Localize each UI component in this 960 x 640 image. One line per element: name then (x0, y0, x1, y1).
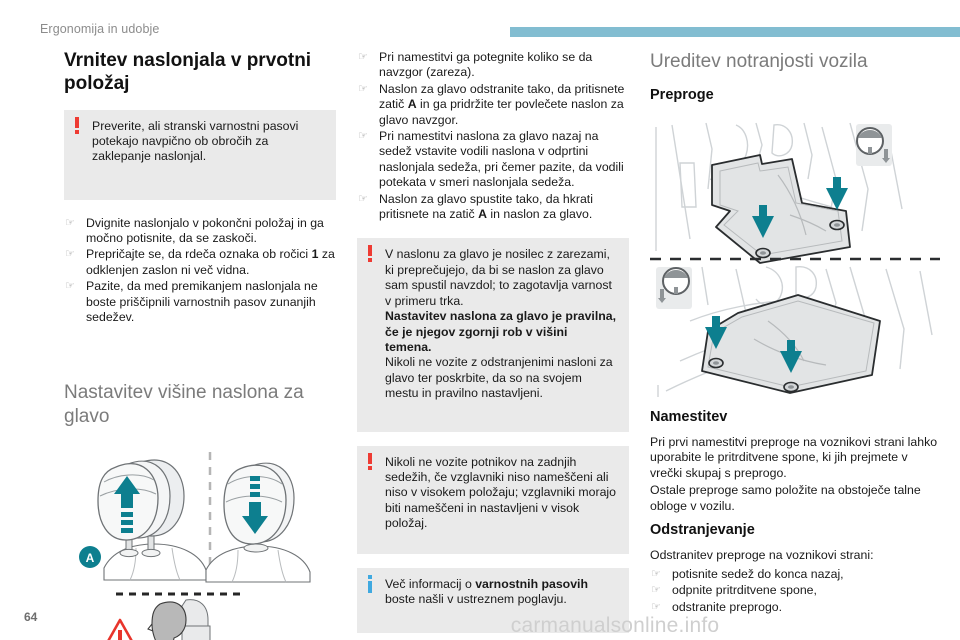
list-item (64, 279, 336, 325)
hand-pointer-icon: ☞ (651, 584, 661, 597)
list-item-label: odstranite preprogo. (672, 599, 783, 614)
step-list-column1 (64, 216, 336, 326)
column-right (650, 50, 940, 616)
list-item-label: Pri namestitvi ga potegnite koliko se da navzgor (zareza). (379, 50, 593, 80)
list-item (650, 600, 940, 615)
list-item-label: Naslon za glavo spustite tako, da hkrati pritisnete na zatič A in naslon za glavo. (379, 191, 593, 222)
svg-text:A: A (85, 550, 95, 565)
removal-step-list (650, 567, 940, 615)
hand-pointer-icon: ☞ (358, 130, 368, 143)
warning-callout-1 (64, 110, 336, 200)
list-item (650, 583, 940, 598)
list-item (357, 129, 629, 191)
watermark: carmanualsonline.info (510, 614, 720, 637)
paragraph: Ostale preproge samo položite na obstoječe talne obloge v vozilu. (650, 483, 921, 513)
hand-pointer-icon: ☞ (65, 248, 75, 261)
paragraph: Pri prvi namestitvi preproge na voznikovi strani lahko uporabite le pritrditvene spone, ki jih prejmete v vrečki skupaj s preprogo. (650, 434, 938, 480)
warning-callout-2 (357, 238, 629, 431)
warning-paragraph: V naslonu za glavo je nosilec z zarezami, ki preprečujejo, da bi se naslon za glavo sam spustil navzdol; to zagotavlja varnost v primeru trka. (385, 247, 612, 308)
header-rule (510, 27, 960, 37)
list-item (357, 50, 629, 81)
exclamation-icon (74, 117, 80, 134)
running-head: Ergonomija in udobje (40, 22, 160, 36)
warning-line: zaklepanje naslonjal. (92, 149, 207, 164)
step-list-column2 (357, 50, 629, 222)
warning-paragraph-bold: Nastavitev naslona za glavo je pravilna, če je njegov zgornji rob v višini temena. (385, 309, 617, 354)
exclamation-icon (367, 453, 373, 470)
list-item (64, 216, 336, 247)
hand-pointer-icon: ☞ (358, 82, 368, 95)
subtitle-odstranjevanje: Odstranjevanje (650, 521, 755, 538)
subtitle-preproge: Preproge (650, 87, 714, 104)
list-item (64, 247, 336, 278)
list-item-label: Prepričajte se, da rdeča oznaka ob ročici 1 za odklenjen zaslon ni več vidna. (86, 247, 335, 277)
list-item-label: Pazite, da med premikanjem naslonjala ne boste priščipnili varnostnih pasov zunanjih sedežev. (86, 279, 318, 325)
hand-pointer-icon: ☞ (65, 280, 75, 293)
list-item-label: Dvignite naslonjalo v pokončni položaj in ga močno potisnite, da se zaskoči. (86, 215, 324, 245)
hand-pointer-icon: ☞ (358, 192, 368, 205)
page-number: 64 (24, 610, 38, 624)
info-paragraph: Več informacij o varnostnih pasovih boste našli v ustreznem poglavju. (385, 576, 588, 606)
page-title: Vrnitev naslonjala v prvotni položaj (64, 50, 312, 94)
hand-pointer-icon: ☞ (651, 567, 661, 580)
warning-paragraph: Nikoli ne vozite potnikov na zadnjih sedežih, če vzglavniki niso nameščeni ali niso v visokem položaju; vzglavniki morajo biti nameščeni in nastavljeni v visok položaj. (385, 454, 617, 531)
column-left (64, 50, 336, 640)
paragraph: Odstranitev preproge na voznikovi strani: (650, 548, 874, 563)
section-title-interior: Ureditev notranjosti vozila (650, 51, 868, 72)
list-item-label: potisnite sedež do konca nazaj, (672, 566, 844, 581)
section-title-headrest-height: Nastavitev višine naslona za glavo (64, 382, 304, 427)
list-item-label: odpnite pritrditvene spone, (672, 583, 817, 598)
exclamation-icon (367, 245, 373, 262)
floor-mats-installation-illustration (650, 119, 940, 397)
info-icon (367, 575, 373, 592)
hand-pointer-icon: ☞ (65, 216, 75, 229)
column-middle (357, 50, 629, 640)
list-item-label: Pri namestitvi naslona za glavo nazaj na sedež vstavite vodili naslona v odprtini naslonjala sedeža, pri čemer pazite, da vodili potekata v smeri naslonjala sedeža. (379, 129, 624, 190)
warning-paragraph: Nikoli ne vozite z odstranjenimi nasloni za glavo ter poskrbite, da so na svojem mestu in pravilno nastavljeni. (385, 355, 613, 401)
list-item (357, 82, 629, 128)
warning-line: potekajo navpično ob obročih za (92, 134, 269, 148)
headrest-height-adjustment-illustration (64, 440, 336, 640)
hand-pointer-icon: ☞ (651, 600, 661, 613)
list-item (357, 192, 629, 223)
warning-callout-3 (357, 446, 629, 554)
warning-line: Preverite, ali stranski varnostni pasovi (92, 118, 299, 133)
hand-pointer-icon: ☞ (358, 51, 368, 63)
list-item-label: Naslon za glavo odstranite tako, da pritisnete zatič A in ga pridržite ter povlečete naslon za glavo navzgor. (379, 81, 625, 127)
list-item (650, 567, 940, 582)
subtitle-namestitev: Namestitev (650, 408, 728, 425)
